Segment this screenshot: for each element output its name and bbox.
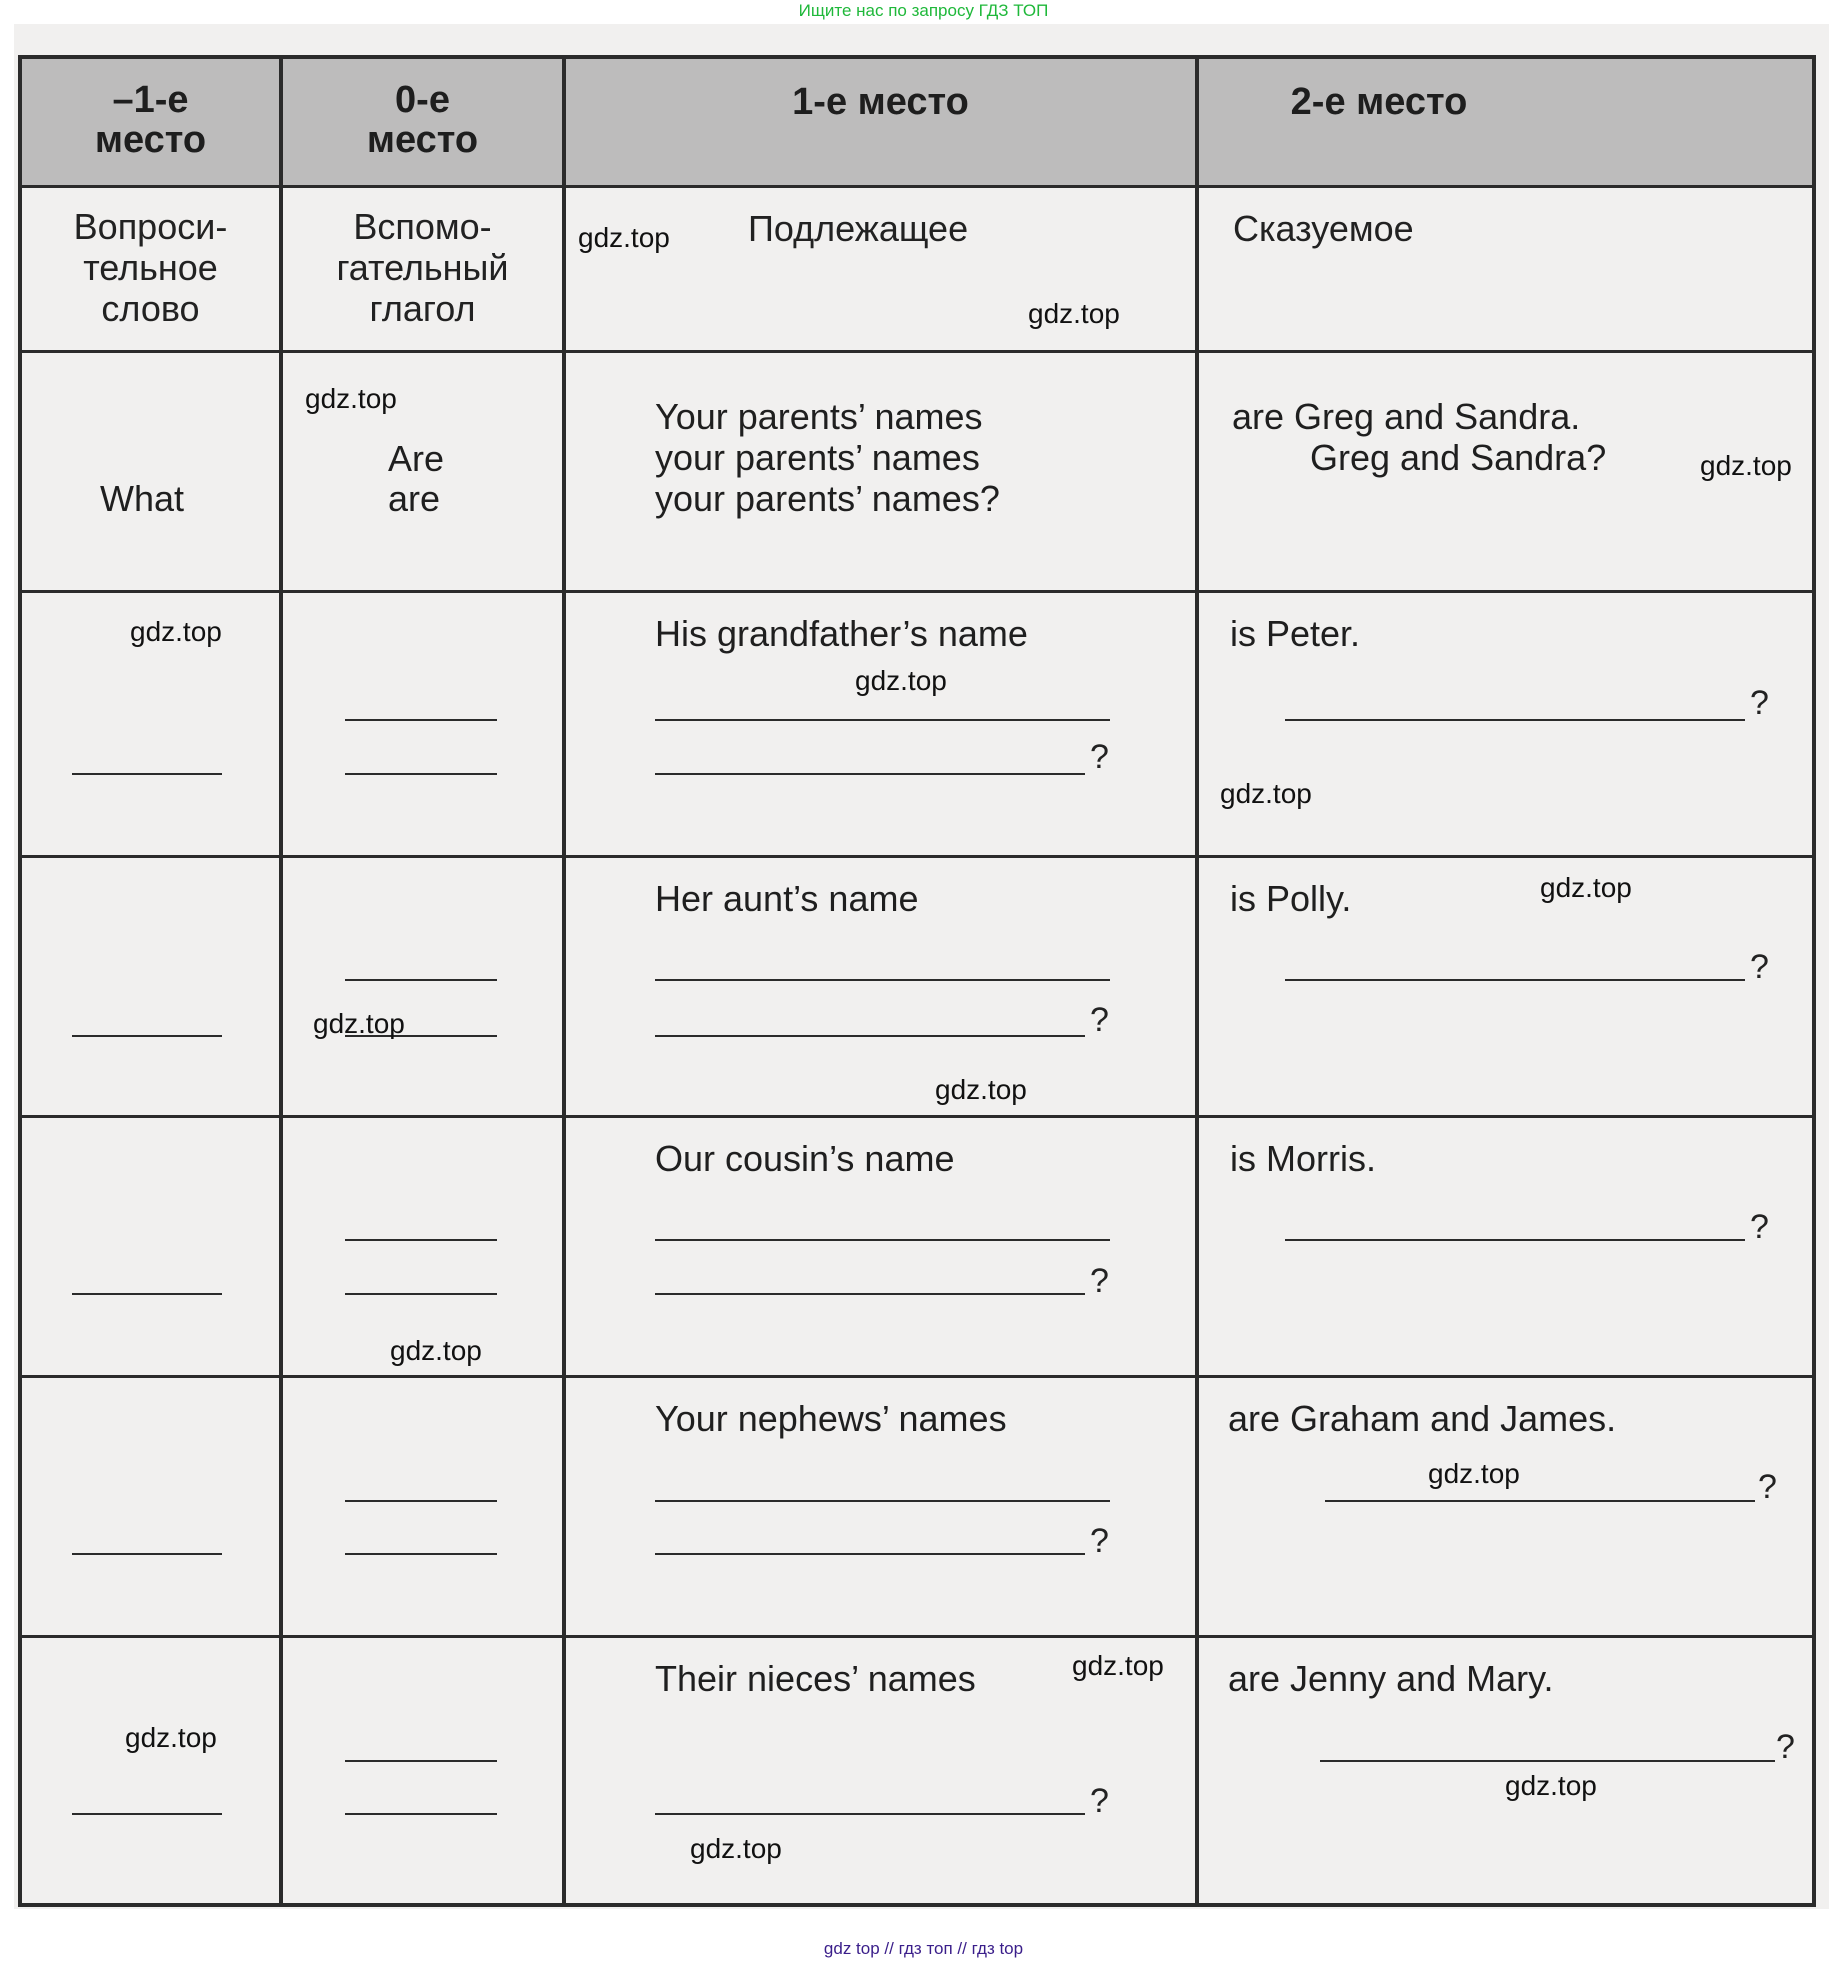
answer-blank bbox=[1325, 1500, 1755, 1502]
answer-blank bbox=[655, 1293, 1085, 1295]
header-col1-line1: –1-е bbox=[112, 79, 189, 121]
row1-aux-verb-2: are bbox=[388, 478, 441, 519]
row4-subject: Our cousin’s name bbox=[655, 1138, 955, 1179]
answer-blank bbox=[655, 719, 1110, 721]
answer-blank bbox=[655, 1500, 1110, 1502]
row-divider bbox=[18, 1635, 1816, 1638]
answer-blank bbox=[655, 1813, 1085, 1815]
row-divider bbox=[18, 590, 1816, 593]
answer-blank bbox=[345, 1813, 497, 1815]
table bbox=[18, 55, 1816, 1907]
row2-predicate: is Peter. bbox=[1230, 613, 1361, 654]
bottom-banner: gdz top // гдз топ // гдз top bbox=[823, 1939, 1024, 1958]
question-mark: ? bbox=[1090, 1522, 1109, 1560]
answer-blank bbox=[345, 773, 497, 775]
answer-blank bbox=[345, 1293, 497, 1295]
subheader-col2-line3: глагол bbox=[369, 288, 476, 329]
subheader-col1-line1: Вопроси- bbox=[73, 206, 228, 247]
row2-subject: His grandfather’s name bbox=[655, 613, 1028, 654]
row4-predicate: is Morris. bbox=[1230, 1138, 1376, 1179]
watermark: gdz.top bbox=[855, 665, 947, 696]
row-divider bbox=[18, 1375, 1816, 1378]
row3-predicate: is Polly. bbox=[1230, 878, 1352, 919]
question-mark: ? bbox=[1750, 1208, 1769, 1246]
row1-aux-verb-1: Are bbox=[388, 438, 445, 479]
row1-subject-1: Your parents’ names bbox=[655, 396, 983, 437]
watermark: gdz.top bbox=[1028, 298, 1120, 329]
subheader-col1-line2: тельное bbox=[83, 247, 218, 288]
watermark: gdz.top bbox=[130, 616, 222, 647]
subheader-col3: Подлежащее bbox=[748, 208, 969, 249]
answer-blank bbox=[655, 1239, 1110, 1241]
watermark: gdz.top bbox=[1505, 1770, 1597, 1801]
col-divider bbox=[279, 55, 283, 1907]
answer-blank bbox=[345, 979, 497, 981]
answer-blank bbox=[345, 1760, 497, 1762]
question-mark: ? bbox=[1776, 1728, 1795, 1766]
question-mark: ? bbox=[1090, 738, 1109, 776]
answer-blank bbox=[72, 1813, 222, 1815]
row-divider bbox=[18, 855, 1816, 858]
watermark: gdz.top bbox=[125, 1722, 217, 1753]
row-divider bbox=[18, 1115, 1816, 1118]
watermark: gdz.top bbox=[305, 383, 397, 414]
col-divider bbox=[1195, 55, 1199, 1907]
answer-blank bbox=[345, 1239, 497, 1241]
row-divider bbox=[18, 185, 1816, 188]
answer-blank bbox=[655, 773, 1085, 775]
watermark: gdz.top bbox=[690, 1833, 782, 1864]
subheader-col4: Сказуемое bbox=[1233, 208, 1414, 249]
question-mark: ? bbox=[1750, 948, 1769, 986]
answer-blank bbox=[345, 1500, 497, 1502]
watermark: gdz.top bbox=[935, 1074, 1027, 1105]
question-mark: ? bbox=[1750, 684, 1769, 722]
question-mark: ? bbox=[1090, 1782, 1109, 1820]
col-divider bbox=[562, 55, 566, 1907]
watermark: gdz.top bbox=[313, 1008, 405, 1039]
row1-subject-3: your parents’ names? bbox=[655, 478, 1000, 519]
answer-blank bbox=[72, 1293, 222, 1295]
answer-blank bbox=[1285, 719, 1745, 721]
answer-blank bbox=[72, 773, 222, 775]
row6-subject: Their nieces’ names bbox=[655, 1658, 976, 1699]
header-col4: 2-е место bbox=[1290, 81, 1468, 123]
answer-blank bbox=[345, 719, 497, 721]
watermark: gdz.top bbox=[1428, 1458, 1520, 1489]
header-col2-line1: 0-е bbox=[395, 79, 450, 121]
answer-blank bbox=[655, 1035, 1085, 1037]
subheader-col2-line1: Вспомо- bbox=[353, 206, 492, 247]
row5-subject: Your nephews’ names bbox=[655, 1398, 1007, 1439]
answer-blank bbox=[655, 1553, 1085, 1555]
answer-blank bbox=[72, 1553, 222, 1555]
answer-blank bbox=[345, 1553, 497, 1555]
row1-predicate-2: Greg and Sandra? bbox=[1310, 437, 1607, 478]
row5-predicate: are Graham and James. bbox=[1228, 1398, 1617, 1439]
subheader-col2-line2: гательный bbox=[336, 247, 509, 288]
watermark: gdz.top bbox=[1220, 778, 1312, 809]
question-mark: ? bbox=[1090, 1262, 1109, 1300]
answer-blank bbox=[1285, 979, 1745, 981]
row-divider bbox=[18, 350, 1816, 353]
header-col3: 1-е место bbox=[792, 81, 969, 123]
answer-blank bbox=[655, 979, 1110, 981]
row1-subject-2: your parents’ names bbox=[655, 437, 980, 478]
row3-subject: Her aunt’s name bbox=[655, 878, 919, 919]
watermark: gdz.top bbox=[578, 222, 670, 253]
header-col2-line2: место bbox=[366, 119, 479, 161]
watermark: gdz.top bbox=[1540, 872, 1632, 903]
header-col1-line2: место bbox=[94, 119, 207, 161]
answer-blank bbox=[72, 1035, 222, 1037]
row6-predicate: are Jenny and Mary. bbox=[1228, 1658, 1554, 1699]
subheader-col1-line3: слово bbox=[101, 288, 200, 329]
question-mark: ? bbox=[1758, 1468, 1777, 1506]
answer-blank bbox=[1285, 1239, 1745, 1241]
top-banner: Ищите нас по запросу ГДЗ ТОП bbox=[798, 1, 1049, 20]
watermark: gdz.top bbox=[1072, 1650, 1164, 1681]
watermark: gdz.top bbox=[1700, 450, 1792, 481]
answer-blank bbox=[1320, 1760, 1775, 1762]
row1-question-word: What bbox=[100, 478, 185, 519]
row1-predicate-1: are Greg and Sandra. bbox=[1232, 396, 1581, 437]
question-mark: ? bbox=[1090, 1001, 1109, 1039]
watermark: gdz.top bbox=[390, 1335, 482, 1366]
